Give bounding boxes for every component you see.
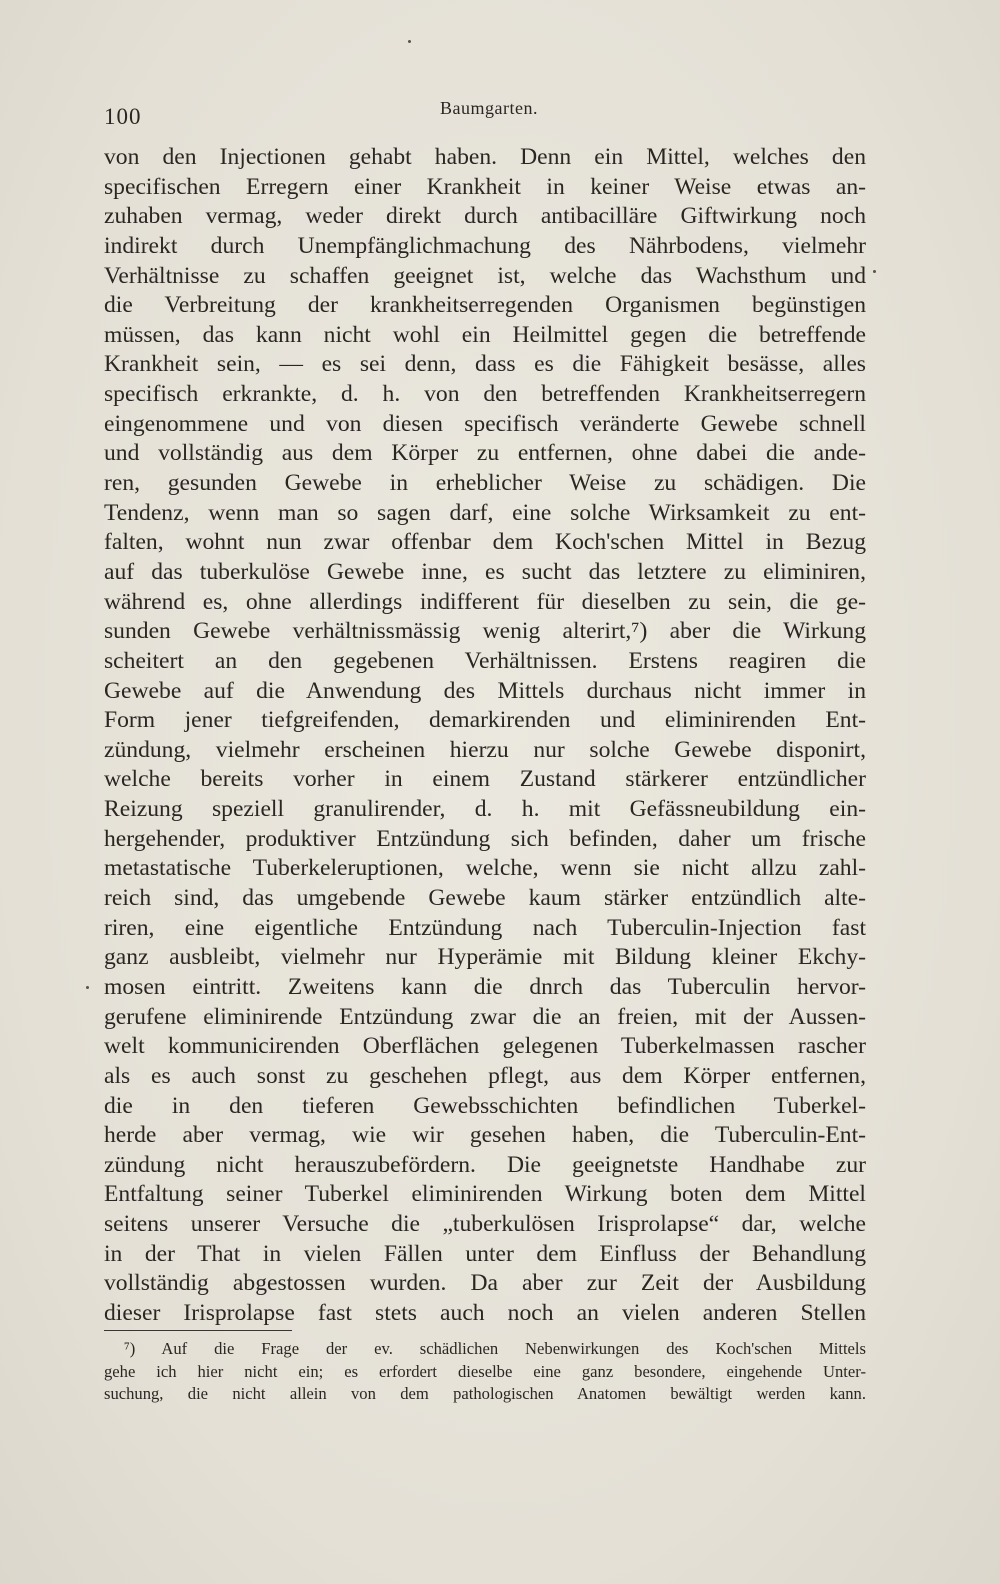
paper-speck — [873, 270, 876, 273]
text-line: auf das tuberkulöse Gewebe inne, es sucht das letztere zu eliminiren, — [104, 558, 866, 585]
text-line: vollständig abgestossen wurden. Da aber zur Zeit der Ausbildung — [104, 1270, 866, 1297]
text-line: mosen eintritt. Zweitens kann die dnrch das Tuberculin hervor- — [104, 973, 866, 1000]
footnote-line: gehe ich hier nicht ein; es erfordert dieselbe eine ganz besondere, eingehende Unter- — [104, 1361, 866, 1381]
text-line: eingenommene und von diesen specifisch veränderte Gewebe schnell — [104, 410, 866, 437]
text-line: sunden Gewebe verhältnissmässig wenig alterirt,⁷) aber die Wirkung — [104, 618, 866, 645]
text-line: reich sind, das umgebende Gewebe kaum stärker entzündlich alte- — [104, 885, 866, 912]
text-line: die in den tieferen Gewebsschichten befindlichen Tuberkel- — [104, 1092, 866, 1119]
text-line: müssen, das kann nicht wohl ein Heilmittel gegen die betreffende — [104, 321, 866, 348]
text-line: Tendenz, wenn man so sagen darf, eine solche Wirksamkeit zu ent- — [104, 499, 866, 526]
text-line: welche bereits vorher in einem Zustand stärkerer entzündlicher — [104, 766, 866, 793]
body-text — [104, 143, 866, 1329]
text-line: Krankheit sein, — es sei denn, dass es die Fähigkeit besässe, alles — [104, 351, 866, 378]
text-line: und vollständig aus dem Körper zu entfernen, ohne dabei die ande- — [104, 440, 866, 467]
text-line: zuhaben vermag, weder direkt durch antibacilläre Giftwirkung noch — [104, 203, 866, 230]
text-line: metastatische Tuberkeleruptionen, welche, wenn sie nicht allzu zahl- — [104, 855, 866, 882]
text-line: ganz ausbleibt, vielmehr nur Hyperämie mit Bildung kleiner Ekchy- — [104, 944, 866, 971]
text-line: in der That in vielen Fällen unter dem Einfluss der Behandlung — [104, 1240, 866, 1267]
text-line: Form jener tiefgreifenden, demarkirenden und eliminirenden Ent- — [104, 707, 866, 734]
text-line: Gewebe auf die Anwendung des Mittels durchaus nicht immer in — [104, 677, 866, 704]
footnote-block — [104, 1338, 866, 1406]
running-title: Baumgarten. — [440, 98, 538, 118]
text-line: Entfaltung seiner Tuberkel eliminirenden Wirkung boten dem Mittel — [104, 1181, 866, 1208]
footnote-divider — [104, 1330, 292, 1331]
paper-speck — [408, 40, 411, 43]
text-line: von den Injectionen gehabt haben. Denn ein Mittel, welches den — [104, 144, 866, 170]
paper-speck — [86, 986, 89, 989]
text-line: dieser Irisprolapse fast stets auch noch an vielen anderen Stellen — [104, 1299, 866, 1326]
text-line: zündung nicht herauszubefördern. Die geeignetste Handhabe zur — [104, 1151, 866, 1178]
text-line: Reizung speziell granulirender, d. h. mit Gefässneubildung ein- — [104, 796, 866, 823]
text-line: scheitert an den gegebenen Verhältnissen. Erstens reagiren die — [104, 647, 866, 674]
page-header — [104, 94, 864, 134]
text-line: indirekt durch Unempfänglichmachung des Nährbodens, vielmehr — [104, 232, 866, 259]
footnote-line: ⁷) Auf die Frage der ev. schädlichen Nebenwirkungen des Koch'schen Mittels — [124, 1339, 866, 1358]
text-line: zündung, vielmehr erscheinen hierzu nur solche Gewebe disponirt, — [104, 736, 866, 763]
text-line: ren, gesunden Gewebe in erheblicher Weise zu schädigen. Die — [104, 470, 866, 497]
text-line: als es auch sonst zu geschehen pflegt, aus dem Körper entfernen, — [104, 1062, 866, 1089]
text-line: während es, ohne allerdings indifferent für dieselben zu sein, die ge- — [104, 588, 866, 615]
text-line: welt kommunicirenden Oberflächen gelegenen Tuberkelmassen rascher — [104, 1033, 866, 1060]
text-line: seitens unserer Versuche die „tuberkulösen Irisprolapse“ dar, welche — [104, 1211, 866, 1238]
text-line: specifischen Erregern einer Krankheit in keiner Weise etwas an- — [104, 173, 866, 200]
text-line: falten, wohnt nun zwar offenbar dem Koch'schen Mittel in Bezug — [104, 529, 866, 556]
text-line: specifisch erkrankte, d. h. von den betreffenden Krankheitserregern — [104, 381, 866, 408]
text-line: herde aber vermag, wie wir gesehen haben, die Tuberculin-Ent- — [104, 1122, 866, 1149]
text-line: riren, eine eigentliche Entzündung nach Tuberculin-Injection fast — [104, 914, 866, 941]
text-line: hergehender, produktiver Entzündung sich befinden, daher um frische — [104, 825, 866, 852]
text-line: gerufene eliminirende Entzündung zwar die an freien, mit der Aussen- — [104, 1003, 866, 1030]
text-line: Verhältnisse zu schaffen geeignet ist, welche das Wachsthum und — [104, 262, 866, 289]
footnote-line: suchung, die nicht allein von dem pathologischen Anatomen bewältigt werden kann. — [104, 1384, 866, 1403]
page-number: 100 — [104, 104, 142, 129]
text-line: die Verbreitung der krankheitserregenden Organismen begünstigen — [104, 292, 866, 319]
